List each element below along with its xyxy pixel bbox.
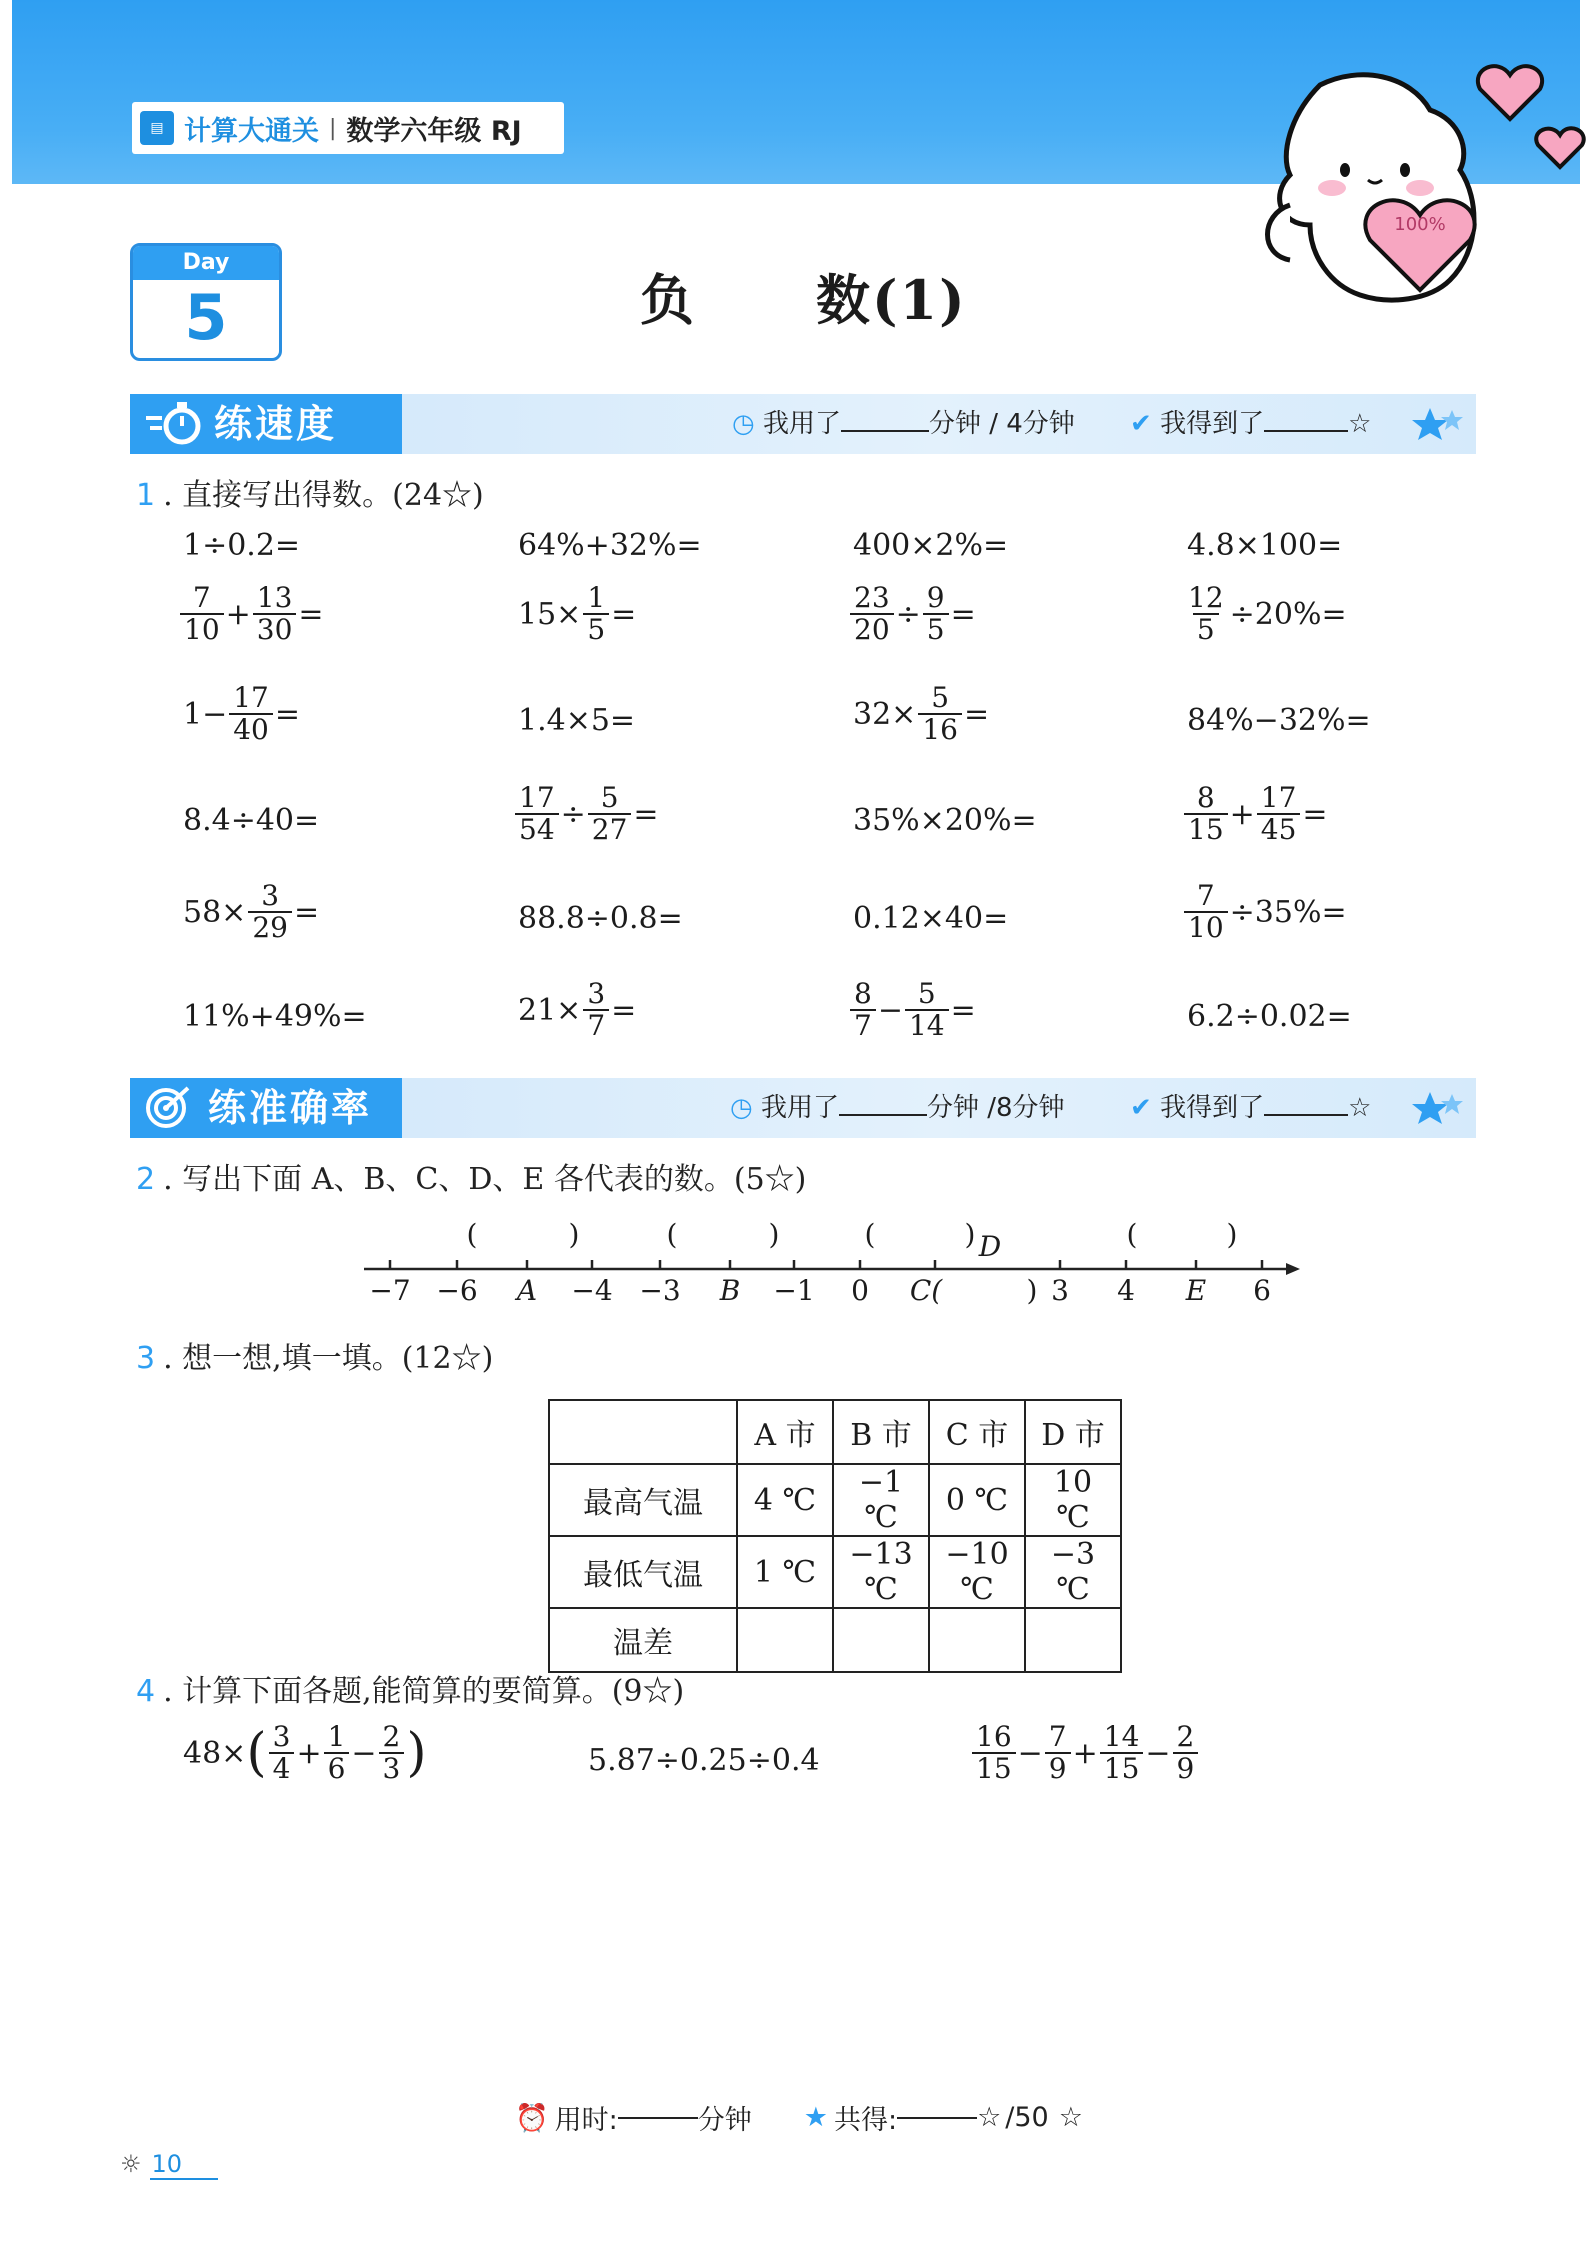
header-cell [549, 1400, 737, 1464]
row-label: 最低气温 [549, 1536, 737, 1608]
problem-2-1: $\frac{7}{10}$ + $\frac{13}{30}$ = [178, 583, 324, 645]
star-icon: ★ [803, 2102, 828, 2133]
score-label: 共得: [833, 2105, 898, 2136]
header-cell: B 市 [833, 1400, 929, 1464]
time-used-field: ◷ 我用了 分钟 /8分钟 [730, 1093, 1065, 1123]
score-field: ✔ 我得到了 ☆ [1130, 409, 1372, 439]
section-accuracy-label: 练准确率 [130, 1078, 402, 1138]
table-cell: 10 ℃ [1025, 1464, 1121, 1536]
heart-text: 100% [1394, 214, 1446, 235]
clock-icon: ◷ [730, 1093, 753, 1123]
table-cell: 4 ℃ [737, 1464, 833, 1536]
number-line-label: 4 [1117, 1274, 1135, 1307]
question-3: 3 . 想一想,填一填。(12☆) [136, 1341, 494, 1376]
problem-4b: 5.87÷0.25÷0.4 [588, 1743, 820, 1778]
row-label: 温差 [549, 1608, 737, 1672]
check-circle-icon: ✔ [1130, 1093, 1152, 1123]
number-line-label: −4 [571, 1274, 613, 1307]
problem-6-2: 21× $\frac{3}{7}$ = [518, 977, 637, 1043]
row-label: 最高气温 [549, 1464, 737, 1536]
brand-header [132, 102, 564, 154]
table-cell: −3 ℃ [1025, 1536, 1121, 1608]
footer-summary: ⏰ 用时: 分钟 ★ 共得: ☆ /50 ☆ [515, 2098, 1083, 2137]
page-number: ☼ 10 [120, 2150, 218, 2178]
number-line-label: −1 [773, 1274, 815, 1307]
stars-icon [1412, 1090, 1464, 1126]
problem-1-2: 64%+32%= [518, 528, 702, 563]
score-blank[interactable] [1264, 430, 1348, 432]
table-cell: 0 ℃ [929, 1464, 1025, 1536]
question-text: 直接写出得数。(24☆) [182, 478, 484, 513]
problem-4-4: $\frac{8}{15}$ + $\frac{17}{45}$ = [1182, 783, 1328, 845]
problem-1-4: 4.8×100= [1187, 528, 1343, 563]
question-text: 想一想,填一填。(12☆) [182, 1341, 494, 1376]
table-row [549, 1464, 1121, 1536]
number-line-label: B [719, 1274, 741, 1307]
section-accuracy-bar [130, 1078, 1476, 1138]
question-1: 1 . 直接写出得数。(24☆) [136, 478, 484, 513]
time-blank[interactable] [841, 430, 929, 432]
problem-4-1: 8.4÷40= [183, 803, 320, 838]
answer-bracket[interactable]: ) [964, 1218, 976, 1251]
book-icon: ▤ [140, 111, 174, 145]
number-line-label: 6 [1253, 1274, 1271, 1307]
number-line-label: −3 [639, 1274, 681, 1307]
temperature-table [548, 1399, 1122, 1673]
check-circle-icon: ✔ [1130, 409, 1152, 439]
brand-separator: | [329, 115, 337, 141]
total-score-blank[interactable] [897, 2117, 977, 2119]
day-badge [130, 243, 282, 361]
answer-bracket[interactable]: ( [1126, 1218, 1138, 1251]
title-right: 数(1) [816, 268, 967, 332]
number-line-label: E [1185, 1274, 1207, 1307]
question-number: 4 [136, 1674, 156, 1709]
problem-5-2: 88.8÷0.8= [518, 901, 683, 936]
number-line-label: 3 [1051, 1274, 1069, 1307]
problem-1-1: 1÷0.2= [183, 528, 301, 563]
time-blank[interactable] [839, 1114, 927, 1116]
section-speed-label: 练速度 [130, 394, 402, 454]
problem-5-3: 0.12×40= [853, 901, 1009, 936]
problem-6-1: 11%+49%= [183, 999, 367, 1034]
problem-1-3: 400×2%= [853, 528, 1009, 563]
problem-3-1: 1− $\frac{17}{40}$ = [183, 681, 301, 747]
answer-cell[interactable] [1025, 1608, 1121, 1672]
answer-bracket[interactable]: ) [568, 1218, 580, 1251]
total-time-blank[interactable] [618, 2117, 698, 2119]
header-cell: A 市 [737, 1400, 833, 1464]
problem-6-4: 6.2÷0.02= [1187, 999, 1352, 1034]
header-cell: D 市 [1025, 1400, 1121, 1464]
table-cell: −1 ℃ [833, 1464, 929, 1536]
page-title [640, 258, 967, 335]
problem-4-3: 35%×20%= [853, 803, 1037, 838]
question-2: 2 . 写出下面 A、B、C、D、E 各代表的数。(5☆) [136, 1162, 807, 1197]
stars-icon [1412, 406, 1464, 442]
sun-icon: ☼ [120, 2150, 142, 2178]
problem-3-3: 32× $\frac{5}{16}$ = [853, 681, 990, 747]
problem-2-3: $\frac{23}{20}$ ÷ $\frac{9}{5}$ = [848, 583, 976, 645]
problem-3-2: 1.4×5= [518, 703, 636, 738]
number-line [360, 1220, 1320, 1330]
problem-2-2: 15× $\frac{1}{5}$ = [518, 581, 637, 647]
time-label: 用时: [554, 2105, 618, 2136]
problem-6-3: $\frac{8}{7}$ − $\frac{5}{14}$ = [848, 979, 976, 1041]
section-speed-bar [130, 394, 1476, 454]
problem-4a: 48× ( $\frac{3}{4}$ + $\frac{1}{6}$ − $\frac{2}{3}$ ) [183, 1720, 427, 1786]
table-cell: 1 ℃ [737, 1536, 833, 1608]
number-line-label: D [978, 1230, 1002, 1263]
number-line-label: 0 [851, 1274, 869, 1307]
question-4: 4 . 计算下面各题,能简算的要简算。(9☆) [136, 1674, 685, 1709]
problem-5-1: 58× $\frac{3}{29}$ = [183, 879, 320, 945]
heart-icon [1536, 128, 1584, 167]
day-label: Day [133, 246, 279, 280]
number-line-label: −6 [436, 1274, 478, 1307]
table-cell: −10 ℃ [929, 1536, 1025, 1608]
answer-cell[interactable] [833, 1608, 929, 1672]
score-field: ✔ 我得到了 ☆ [1130, 1093, 1372, 1123]
answer-bracket[interactable]: ) [1226, 1218, 1238, 1251]
heart-icon [1478, 66, 1542, 119]
problem-5-4: $\frac{7}{10}$ ÷35%= [1182, 881, 1347, 943]
number-line-label: A [516, 1274, 538, 1307]
answer-bracket[interactable]: ( [466, 1218, 478, 1251]
table-header-row [549, 1400, 1121, 1464]
number-line-label: −7 [369, 1274, 411, 1307]
problem-2-4: $\frac{12}{5}$ ÷20%= [1188, 581, 1347, 647]
number-line-label: C( [909, 1274, 943, 1307]
table-cell: −13 ℃ [833, 1536, 929, 1608]
grade-label: 数学六年级 RJ [346, 115, 522, 147]
question-text: 计算下面各题,能简算的要简算。(9☆) [182, 1674, 685, 1709]
bunny-mascot-illustration [1260, 55, 1588, 355]
question-text: 写出下面 A、B、C、D、E 各代表的数。(5☆) [182, 1162, 807, 1197]
answer-bracket[interactable]: ( [666, 1218, 678, 1251]
table-row [549, 1536, 1121, 1608]
question-number: 1 [136, 478, 156, 513]
title-left: 负 [640, 268, 696, 332]
question-number: 2 [136, 1162, 156, 1197]
header-cell: C 市 [929, 1400, 1025, 1464]
problem-4c: $\frac{16}{15}$ − $\frac{7}{9}$ + $\frac{14}{15}$ − $\frac{2}{9}$ [970, 1722, 1200, 1784]
answer-cell[interactable] [737, 1608, 833, 1672]
brand-title: 计算大通关 [184, 115, 319, 147]
time-unit: 分钟 [697, 2105, 752, 2136]
time-used-field: ◷ 我用了 分钟 / 4分钟 [732, 409, 1075, 439]
alarm-clock-icon: ⏰ [515, 2102, 549, 2134]
problem-4-2: $\frac{17}{54}$ ÷ $\frac{5}{27}$ = [513, 783, 659, 845]
day-number: 5 [184, 281, 228, 354]
target-icon [144, 1086, 194, 1130]
number-line-label: ) [1026, 1274, 1038, 1307]
answer-bracket[interactable]: ) [768, 1218, 780, 1251]
table-row [549, 1608, 1121, 1672]
clock-icon: ◷ [732, 409, 755, 439]
problem-3-4: 84%−32%= [1187, 703, 1371, 738]
question-number: 3 [136, 1341, 156, 1376]
score-blank[interactable] [1264, 1114, 1348, 1116]
stopwatch-icon [144, 402, 204, 446]
answer-cell[interactable] [929, 1608, 1025, 1672]
answer-bracket[interactable]: ( [864, 1218, 876, 1251]
